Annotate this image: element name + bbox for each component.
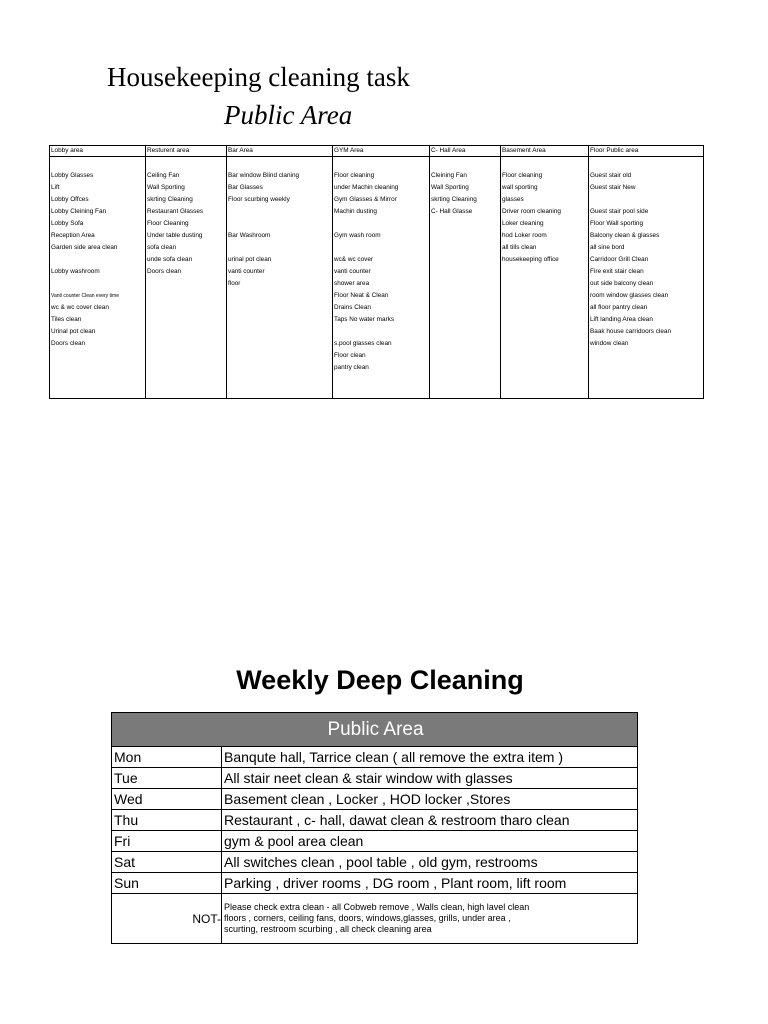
task-item: unde sofa clean	[147, 256, 193, 263]
weekly-row	[112, 747, 638, 768]
task-item: Urinal pot clean	[51, 328, 96, 335]
weekly-task: All stair neet clean & stair window with glasses	[222, 768, 638, 789]
task-item	[228, 206, 332, 218]
task-column	[589, 157, 704, 399]
task-item: room window glasses clean	[590, 292, 669, 299]
task-column-header: Basement Area	[501, 146, 589, 157]
task-item: Loker cleaning	[502, 220, 544, 227]
task-item: shower area	[334, 280, 370, 287]
task-item: skrting Cleaning	[147, 196, 193, 203]
task-item: Lift landing Area clean	[590, 316, 653, 323]
task-column-header: Resturent area	[146, 146, 227, 157]
task-column	[501, 157, 589, 399]
task-list	[334, 170, 429, 374]
weekly-day: Thu	[112, 810, 222, 831]
weekly-row	[112, 873, 638, 894]
task-item: Wall Sporting	[431, 184, 469, 191]
task-column	[430, 157, 501, 399]
weekly-task: gym & pool area clean	[222, 831, 638, 852]
task-list	[51, 170, 145, 350]
task-item: wall sporting	[502, 184, 538, 191]
task-column	[333, 157, 430, 399]
task-item: sofa clean	[147, 244, 177, 251]
task-item: Lobby Sofa	[51, 220, 84, 227]
task-column-header: Bar Area	[227, 146, 333, 157]
task-item: Guest stair New	[590, 184, 636, 191]
task-item: glasses	[502, 196, 524, 203]
task-item: Guest stair pool side	[590, 208, 649, 215]
weekly-day: Sun	[112, 873, 222, 894]
task-item: Lobby Glasses	[51, 172, 94, 179]
task-table-header-row	[50, 146, 704, 157]
task-item: Wall Sporting	[147, 184, 185, 191]
task-item: Restaurant Glasses	[147, 208, 204, 215]
task-item: skrting Cleaning	[431, 196, 477, 203]
weekly-day: Fri	[112, 831, 222, 852]
weekly-table	[111, 712, 638, 944]
task-column	[227, 157, 333, 399]
task-item: Floor cleaning	[502, 172, 543, 179]
note-label: NOT-	[112, 894, 222, 944]
task-item: Garden side area clean	[51, 244, 118, 251]
task-item	[334, 326, 429, 338]
weekly-row	[112, 768, 638, 789]
task-item: Drains Clean	[334, 304, 371, 311]
weekly-task: Restaurant , c- hall, dawat clean & restroom tharo clean	[222, 810, 638, 831]
task-item: under Machin cleaning	[334, 184, 399, 191]
task-item: Taps No water marks	[334, 316, 395, 323]
weekly-task: Parking , driver rooms , DG room , Plant room, lift room	[222, 873, 638, 894]
task-column-header: Lobby area	[50, 146, 146, 157]
task-item: Floor Cleaning	[147, 220, 189, 227]
task-column	[50, 157, 146, 399]
task-table	[49, 145, 704, 399]
task-item: Gym Glasses & Mirror	[334, 196, 397, 203]
task-list	[228, 170, 332, 290]
weekly-day: Mon	[112, 747, 222, 768]
task-item: out side balcony clean	[590, 280, 654, 287]
task-item: all sine bord	[590, 244, 625, 251]
task-item	[590, 194, 703, 206]
task-item: Baak house carridoors clean	[590, 328, 671, 335]
task-item: C- Hall Glasse	[431, 208, 473, 215]
task-item	[228, 242, 332, 254]
task-column	[146, 157, 227, 399]
task-item: Driver room cleaning	[502, 208, 561, 215]
task-item: Bar window Blind claning	[228, 172, 300, 179]
document-title: Housekeeping cleaning task	[107, 62, 410, 92]
task-item: Machin dusting	[334, 208, 377, 215]
task-item: Floor cleaning	[334, 172, 375, 179]
task-column-header: C- Hall Area	[430, 146, 501, 157]
task-item: Balcony clean & glasses	[590, 232, 660, 239]
task-item: Ceiling Fan	[147, 172, 180, 179]
task-item: wc & wc cover clean	[51, 304, 109, 311]
task-column-header: Floor Public area	[589, 146, 704, 157]
task-item: Doors clean	[51, 340, 86, 347]
task-item: Lobby Cleining Fan	[51, 208, 107, 215]
weekly-title: Weekly Deep Cleaning	[236, 665, 524, 695]
task-item: Gym wash room	[334, 232, 381, 239]
task-list	[502, 170, 588, 266]
task-item: housekeeping office	[502, 256, 559, 263]
weekly-row	[112, 831, 638, 852]
task-item: vanti counter	[228, 268, 265, 275]
weekly-day: Wed	[112, 789, 222, 810]
task-item: Floor clean	[334, 352, 366, 359]
note-row	[112, 894, 638, 944]
note-line: floors , corners, ceiling fans, doors, windows,glasses, grills, under area ,	[224, 913, 511, 923]
task-item	[228, 218, 332, 230]
weekly-row	[112, 810, 638, 831]
task-list	[431, 170, 500, 218]
weekly-task: All switches clean , pool table , old gym, restrooms	[222, 852, 638, 873]
note-line: Please check extra clean - all Cobweb remove , Walls clean, high lavel clean	[224, 902, 530, 912]
task-item: floor	[228, 280, 241, 287]
task-item: Guest stair old	[590, 172, 632, 179]
task-item: vanti counter	[334, 268, 371, 275]
note-text	[222, 894, 638, 944]
task-item	[334, 218, 429, 230]
note-line: scurting, restroom scurbing , all check cleaning area	[224, 924, 432, 934]
weekly-day: Tue	[112, 768, 222, 789]
task-item: Bar Glasses	[228, 184, 263, 191]
task-item	[51, 278, 145, 290]
task-item: Vanti counter Clean every time	[51, 293, 119, 299]
weekly-task: Banqute hall, Tarrice clean ( all remove the extra item )	[222, 747, 638, 768]
task-item: Floor scurbing weekly	[228, 196, 290, 203]
task-item: pantry clean	[334, 364, 369, 371]
document-subtitle: Public Area	[224, 100, 353, 130]
task-item: Bar Washroom	[228, 232, 271, 239]
task-table-body-row	[50, 157, 704, 399]
task-item: Lobby Offces	[51, 196, 89, 203]
weekly-header: Public Area	[112, 713, 638, 747]
task-item: Lift	[51, 184, 60, 191]
weekly-day: Sat	[112, 852, 222, 873]
weekly-task: Basement clean , Locker , HOD locker ,Stores	[222, 789, 638, 810]
task-item: Reception Area	[51, 232, 95, 239]
weekly-row	[112, 852, 638, 873]
weekly-header-row	[112, 713, 638, 747]
task-item: Floor Wall sporting	[590, 220, 644, 227]
task-item: all floor pantry clean	[590, 304, 648, 311]
task-item: Tiles clean	[51, 316, 82, 323]
task-item: urinal pot clean	[228, 256, 272, 263]
task-item: wc& wc cover	[334, 256, 374, 263]
task-item: Under table dusting	[147, 232, 203, 239]
task-item: s.pool glasses clean	[334, 340, 392, 347]
task-item: all tills clean	[502, 244, 537, 251]
task-item: Floor Neat & Clean	[334, 292, 389, 299]
task-item	[51, 254, 145, 266]
task-item: Lobby washroom	[51, 268, 100, 275]
task-item: window clean	[590, 340, 629, 347]
task-item: Fire exit stair clean	[590, 268, 644, 275]
task-list	[590, 170, 703, 350]
task-item: Carridoor Grill Clean	[590, 256, 649, 263]
task-item	[334, 242, 429, 254]
task-item: Doors clean	[147, 268, 182, 275]
task-item: hod Loker room	[502, 232, 547, 239]
task-column-header: GYM Area	[333, 146, 430, 157]
weekly-row	[112, 789, 638, 810]
task-list	[147, 170, 226, 278]
task-item: Cleining Fan	[431, 172, 467, 179]
